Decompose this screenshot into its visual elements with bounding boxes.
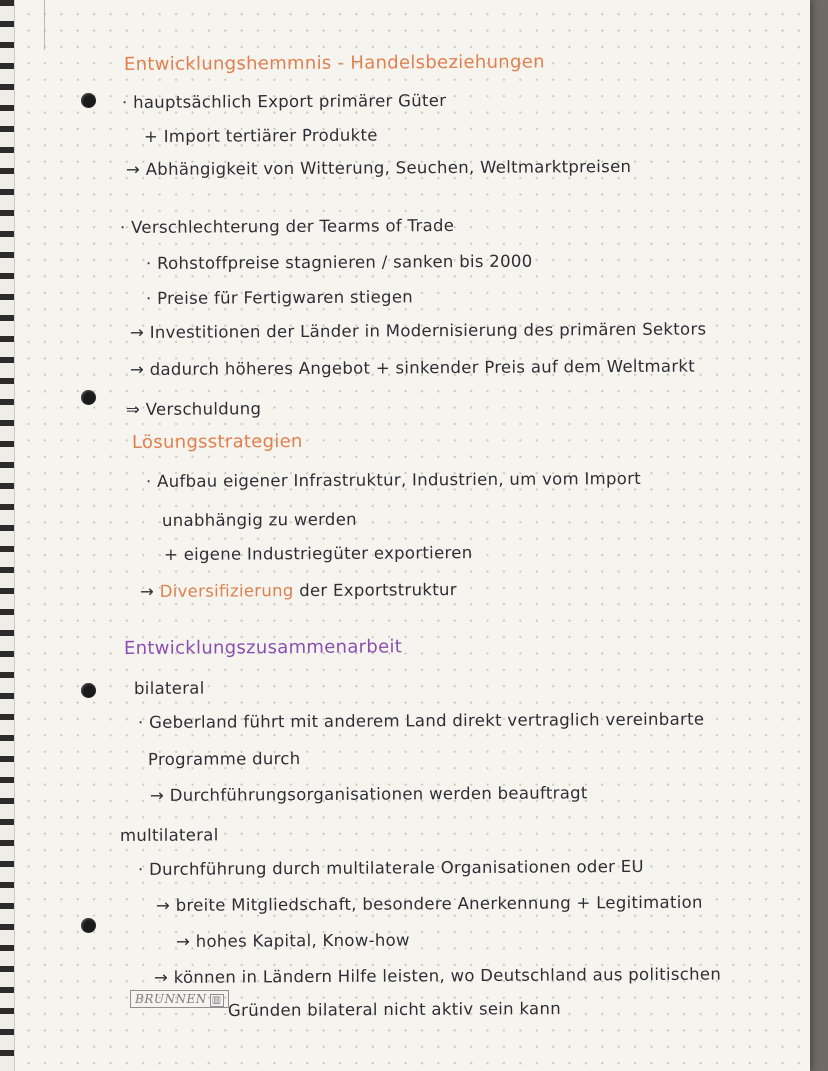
note-line: + eigene Industriegüter exportieren xyxy=(163,543,473,564)
note-line: ⇒ Verschuldung xyxy=(125,399,262,419)
margin-line xyxy=(44,0,45,50)
heading-handelsbeziehungen: Entwicklungshemmnis - Handelsbeziehungen xyxy=(123,51,545,75)
brand-mark-icon: ▥ xyxy=(211,995,222,1006)
punch-hole xyxy=(81,390,96,405)
punch-hole xyxy=(81,683,96,698)
note-line: · Aufbau eigener Infrastruktur, Industrien, um vom Import xyxy=(145,468,642,491)
note-line: · Preise für Fertigwaren stiegen xyxy=(145,287,414,308)
note-text: der Exportstruktur xyxy=(299,580,457,601)
note-line: Programme durch xyxy=(147,749,301,769)
note-line: + Import tertiärer Produkte xyxy=(143,125,378,146)
note-line: → Durchführungsorganisationen werden beauftragt xyxy=(149,783,588,805)
note-line: → Abhängigkeit von Witterung, Seuchen, Weltmarktpreisen xyxy=(125,156,632,179)
highlight-diversifizierung: Diversifizierung xyxy=(159,581,294,601)
spiral-binding xyxy=(0,0,15,1071)
note-line: → Investitionen der Länder in Modernisierung des primären Sektors xyxy=(129,319,707,342)
note-line: → breite Mitgliedschaft, besondere Anerkennung + Legitimation xyxy=(155,892,703,915)
heading-entwicklungszusammenarbeit: Entwicklungszusammenarbeit xyxy=(123,636,403,659)
brand-name: BRUNNEN xyxy=(135,992,207,1006)
arrow: → xyxy=(139,581,155,601)
note-line: · Geberland führt mit anderem Land direkt vertraglich vereinbarte xyxy=(137,709,705,732)
punch-hole xyxy=(81,918,96,933)
note-line: multilateral xyxy=(119,825,219,845)
note-line: → hohes Kapital, Know-how xyxy=(175,930,410,951)
note-line: · Durchführung durch multilaterale Organisationen oder EU xyxy=(137,856,644,879)
note-line: → können in Ländern Hilfe leisten, wo Deutschland aus politischen xyxy=(153,964,722,987)
note-line: · Verschlechterung der Tearms of Trade xyxy=(119,215,455,237)
note-line-diversifizierung xyxy=(140,580,457,601)
note-line: → dadurch höheres Angebot + sinkender Preis auf dem Weltmarkt xyxy=(129,356,696,379)
subheading-loesungsstrategien: Lösungsstrategien xyxy=(131,430,303,453)
note-line: · Rohstoffpreise stagnieren / sanken bis 2000 xyxy=(145,251,533,273)
punch-hole xyxy=(81,93,96,108)
brand-logo xyxy=(130,990,229,1008)
note-line: · hauptsächlich Export primärer Güter xyxy=(121,91,447,112)
note-line: bilateral xyxy=(133,678,205,698)
note-line: unabhängig zu werden xyxy=(161,509,357,530)
note-line: Gründen bilateral nicht aktiv sein kann xyxy=(227,998,562,1020)
